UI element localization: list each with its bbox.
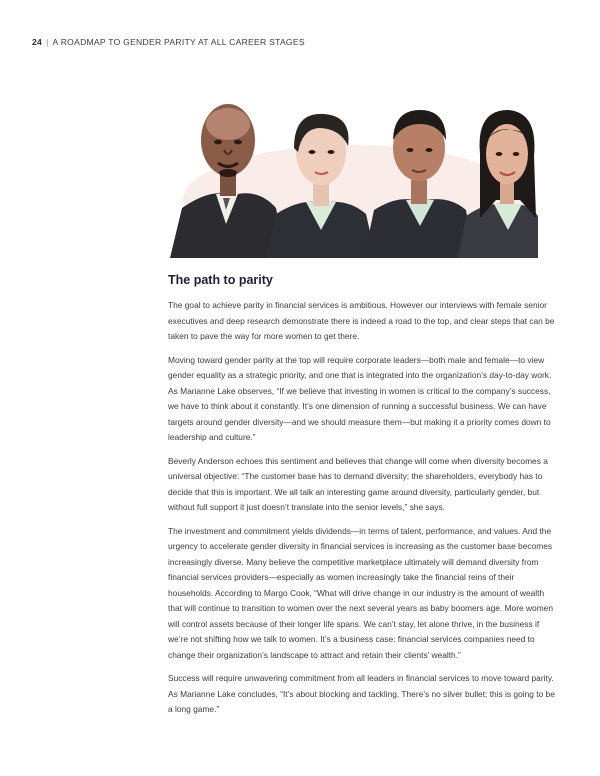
page-header <box>32 37 305 47</box>
portrait-illustration-icon <box>168 90 538 258</box>
page-number: 24 <box>32 37 43 47</box>
header-separator: | <box>46 37 49 47</box>
section-title: The path to parity <box>168 273 273 287</box>
executive-portraits-illustration <box>168 90 538 258</box>
article-section <box>168 272 556 726</box>
paragraph-1: The goal to achieve parity in financial services is ambitious. However our interviews with female senior executives and deep research demonstrate there is indeed a road to the top, and clear steps that can be taken to pave the way for more women to get there. <box>168 300 555 341</box>
paragraph-3: Beverly Anderson echoes this sentiment and believes that change will come when diversity becomes a universal objective: “The customer base has to demand diversity; the shareholders, everybody has to decide that this is important. We all talk an interesting game around diversity, particularly gender, but without full support it just doesn’t translate into the senior levels,” she says. <box>168 455 548 512</box>
header-title: A ROADMAP TO GENDER PARITY AT ALL CAREER STAGES <box>52 37 305 47</box>
paragraph-2: Moving toward gender parity at the top will require corporate leaders—both male and female—to view gender equality as a strategic priority, and one that is integrated into the organization’s day-to-day work. As Marianne Lake observes, “If we believe that investing in women is critical to the company’s success, we have to think about it constantly. It’s one dimension of running a successful business. We can have targets around gender diversity—and we should measure them—but making it a priority comes down to leadership and culture.” <box>168 354 552 442</box>
paragraph-5: Success will require unwavering commitment from all leaders in financial services to move toward parity. As Marianne Lake concludes, “It’s about blocking and tackling. There’s no silver bullet; this is going to be a long game.” <box>168 673 555 714</box>
paragraph-4: The investment and commitment yields dividends—in terms of talent, performance, and values. And the urgency to accelerate gender diversity in financial services is increasing as the customer base becomes increasingly diverse. Many believe the competitive marketplace ultimately will demand diversity from financial services providers—especially as women increasingly take the financial reins of their households. According to Margo Cook, “What will drive change in our industry is the amount of wealth that will continue to transition to women over the next several years as baby boomers age. More women will control assets because of their longer life spans. We can’t stay, let alone thrive, in the business if we’re not shifting how we talk to women. It’s a business case: financial services companies need to change their organization’s landscape to attract and retain their clients’ wealth.” <box>168 525 553 660</box>
